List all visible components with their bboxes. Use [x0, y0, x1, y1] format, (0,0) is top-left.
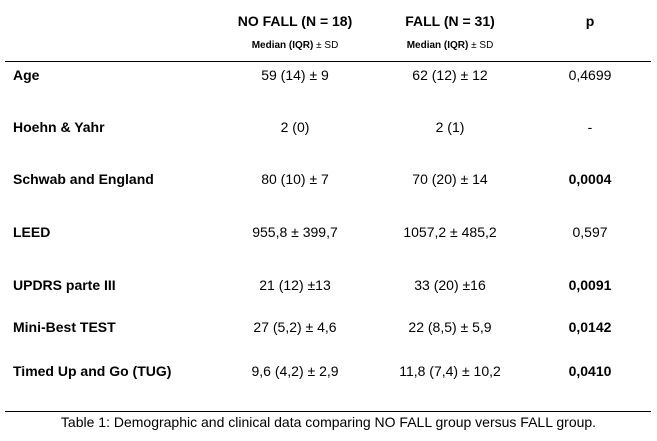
cell-fall: 11,8 (7,4) ± 10,2: [399, 363, 501, 379]
header-fall: FALL (N = 31): [405, 13, 495, 29]
row-label: Schwab and England: [13, 171, 154, 187]
bottom-rule: [5, 411, 651, 412]
cell-no-fall: 27 (5,2) ± 4,6: [253, 319, 337, 335]
cell-no-fall: 955,8 ± 399,7: [252, 224, 338, 240]
cell-fall: 33 (20) ±16: [414, 277, 486, 293]
cell-p-value: -: [587, 119, 593, 135]
cell-p-value: 0,4699: [568, 67, 612, 83]
cell-no-fall: 2 (0): [280, 119, 310, 135]
row-label: LEED: [13, 224, 51, 240]
cell-fall: 70 (20) ± 14: [412, 171, 488, 187]
cell-p-value: 0,0410: [568, 363, 612, 379]
cell-fall: 22 (8,5) ± 5,9: [408, 319, 492, 335]
cell-fall: 1057,2 ± 485,2: [403, 224, 497, 240]
cell-p-value: 0,0091: [568, 277, 612, 293]
cell-p-value: 0,597: [572, 224, 608, 240]
row-label: Mini-Best TEST: [13, 319, 116, 335]
cell-no-fall: 59 (14) ± 9: [261, 67, 329, 83]
subheader-no-fall: Median (IQR) ± SD: [251, 40, 339, 51]
header-no-fall: NO FALL (N = 18): [237, 13, 353, 29]
row-label: Age: [13, 67, 40, 83]
cell-no-fall: 9,6 (4,2) ± 2,9: [251, 363, 339, 379]
cell-no-fall: 80 (10) ± 7: [261, 171, 329, 187]
cell-p-value: 0,0004: [568, 171, 612, 187]
header-rule: [5, 61, 651, 62]
subheader-fall: Median (IQR) ± SD: [406, 40, 494, 51]
row-label: UPDRS parte III: [13, 277, 116, 293]
cell-p-value: 0,0142: [568, 319, 612, 335]
row-label: Hoehn & Yahr: [13, 119, 105, 135]
row-label: Timed Up and Go (TUG): [13, 363, 172, 379]
cell-fall: 62 (12) ± 12: [412, 67, 488, 83]
header-p: p: [585, 13, 595, 29]
cell-fall: 2 (1): [435, 119, 465, 135]
cell-no-fall: 21 (12) ±13: [259, 277, 331, 293]
table-caption: Table 1: Demographic and clinical data comparing NO FALL group versus FALL group.: [60, 414, 597, 430]
